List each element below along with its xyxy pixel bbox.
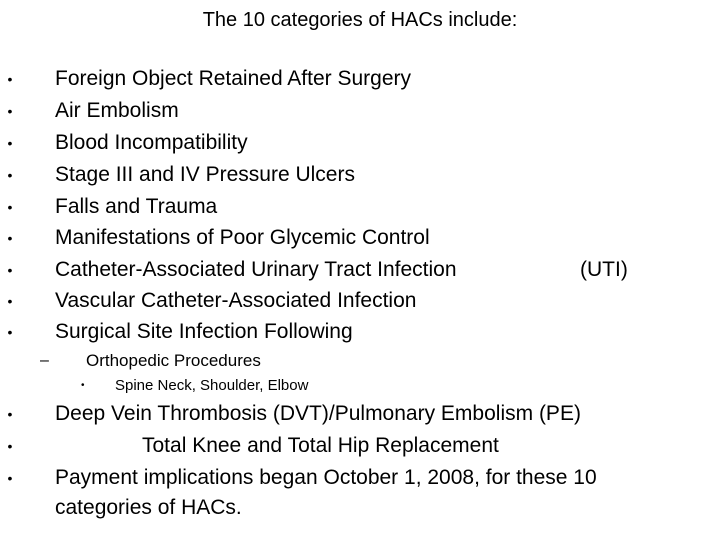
bullet-icon: • <box>7 470 13 486</box>
list-item-text: Catheter-Associated Urinary Tract Infection <box>55 258 457 281</box>
list-item-text: Deep Vein Thrombosis (DVT)/Pulmonary Embolism (PE) <box>55 402 581 425</box>
list-item <box>0 222 720 254</box>
list-item-text: Foreign Object Retained After Surgery <box>55 67 412 90</box>
list-item <box>0 63 720 95</box>
list-item <box>0 127 720 159</box>
list-item <box>0 95 720 127</box>
bullet-icon: • <box>7 135 13 151</box>
list-item <box>0 462 720 526</box>
list-item <box>0 316 720 348</box>
bullet-icon: • <box>7 324 13 340</box>
sub-list-item <box>0 349 720 373</box>
uti-label: (UTI) <box>580 258 628 281</box>
list-item-text: Air Embolism <box>55 99 179 122</box>
list-item <box>0 285 720 317</box>
sub-sub-list-item-text: Spine Neck, Shoulder, Elbow <box>115 377 309 394</box>
bullet-icon: • <box>7 406 13 422</box>
list-item-text: Vascular Catheter-Associated Infection <box>55 289 417 312</box>
bullet-icon: • <box>7 262 13 278</box>
dash-icon: – <box>40 352 49 369</box>
list-item <box>0 159 720 191</box>
list-item <box>0 254 720 286</box>
list-item <box>0 430 720 462</box>
bullet-icon: • <box>7 438 13 454</box>
list-item-text: Payment implications began October 1, 2008, for these 10 categories of HACs. <box>55 466 597 519</box>
list-item <box>0 191 720 223</box>
sub-sub-list-item <box>0 375 720 397</box>
bullet-icon: • <box>81 380 85 391</box>
bullet-icon: • <box>7 71 13 87</box>
bullet-icon: • <box>7 167 13 183</box>
list-item-text: Total Knee and Total Hip Replacement <box>142 434 499 457</box>
bullet-icon: • <box>7 103 13 119</box>
slide-title: The 10 categories of HACs include: <box>202 9 518 31</box>
list-item <box>0 398 720 430</box>
list-item-text: Stage III and IV Pressure Ulcers <box>55 163 355 186</box>
sub-list-item-text: Orthopedic Procedures <box>86 351 261 370</box>
list-item-text: Blood Incompatibility <box>55 131 248 154</box>
bullet-icon: • <box>7 293 13 309</box>
bullet-icon: • <box>7 230 13 246</box>
list-item-text: Surgical Site Infection Following <box>55 320 353 343</box>
list-item-text: Manifestations of Poor Glycemic Control <box>55 226 430 249</box>
bullet-icon: • <box>7 199 13 215</box>
list-item-text: Falls and Trauma <box>55 195 218 218</box>
